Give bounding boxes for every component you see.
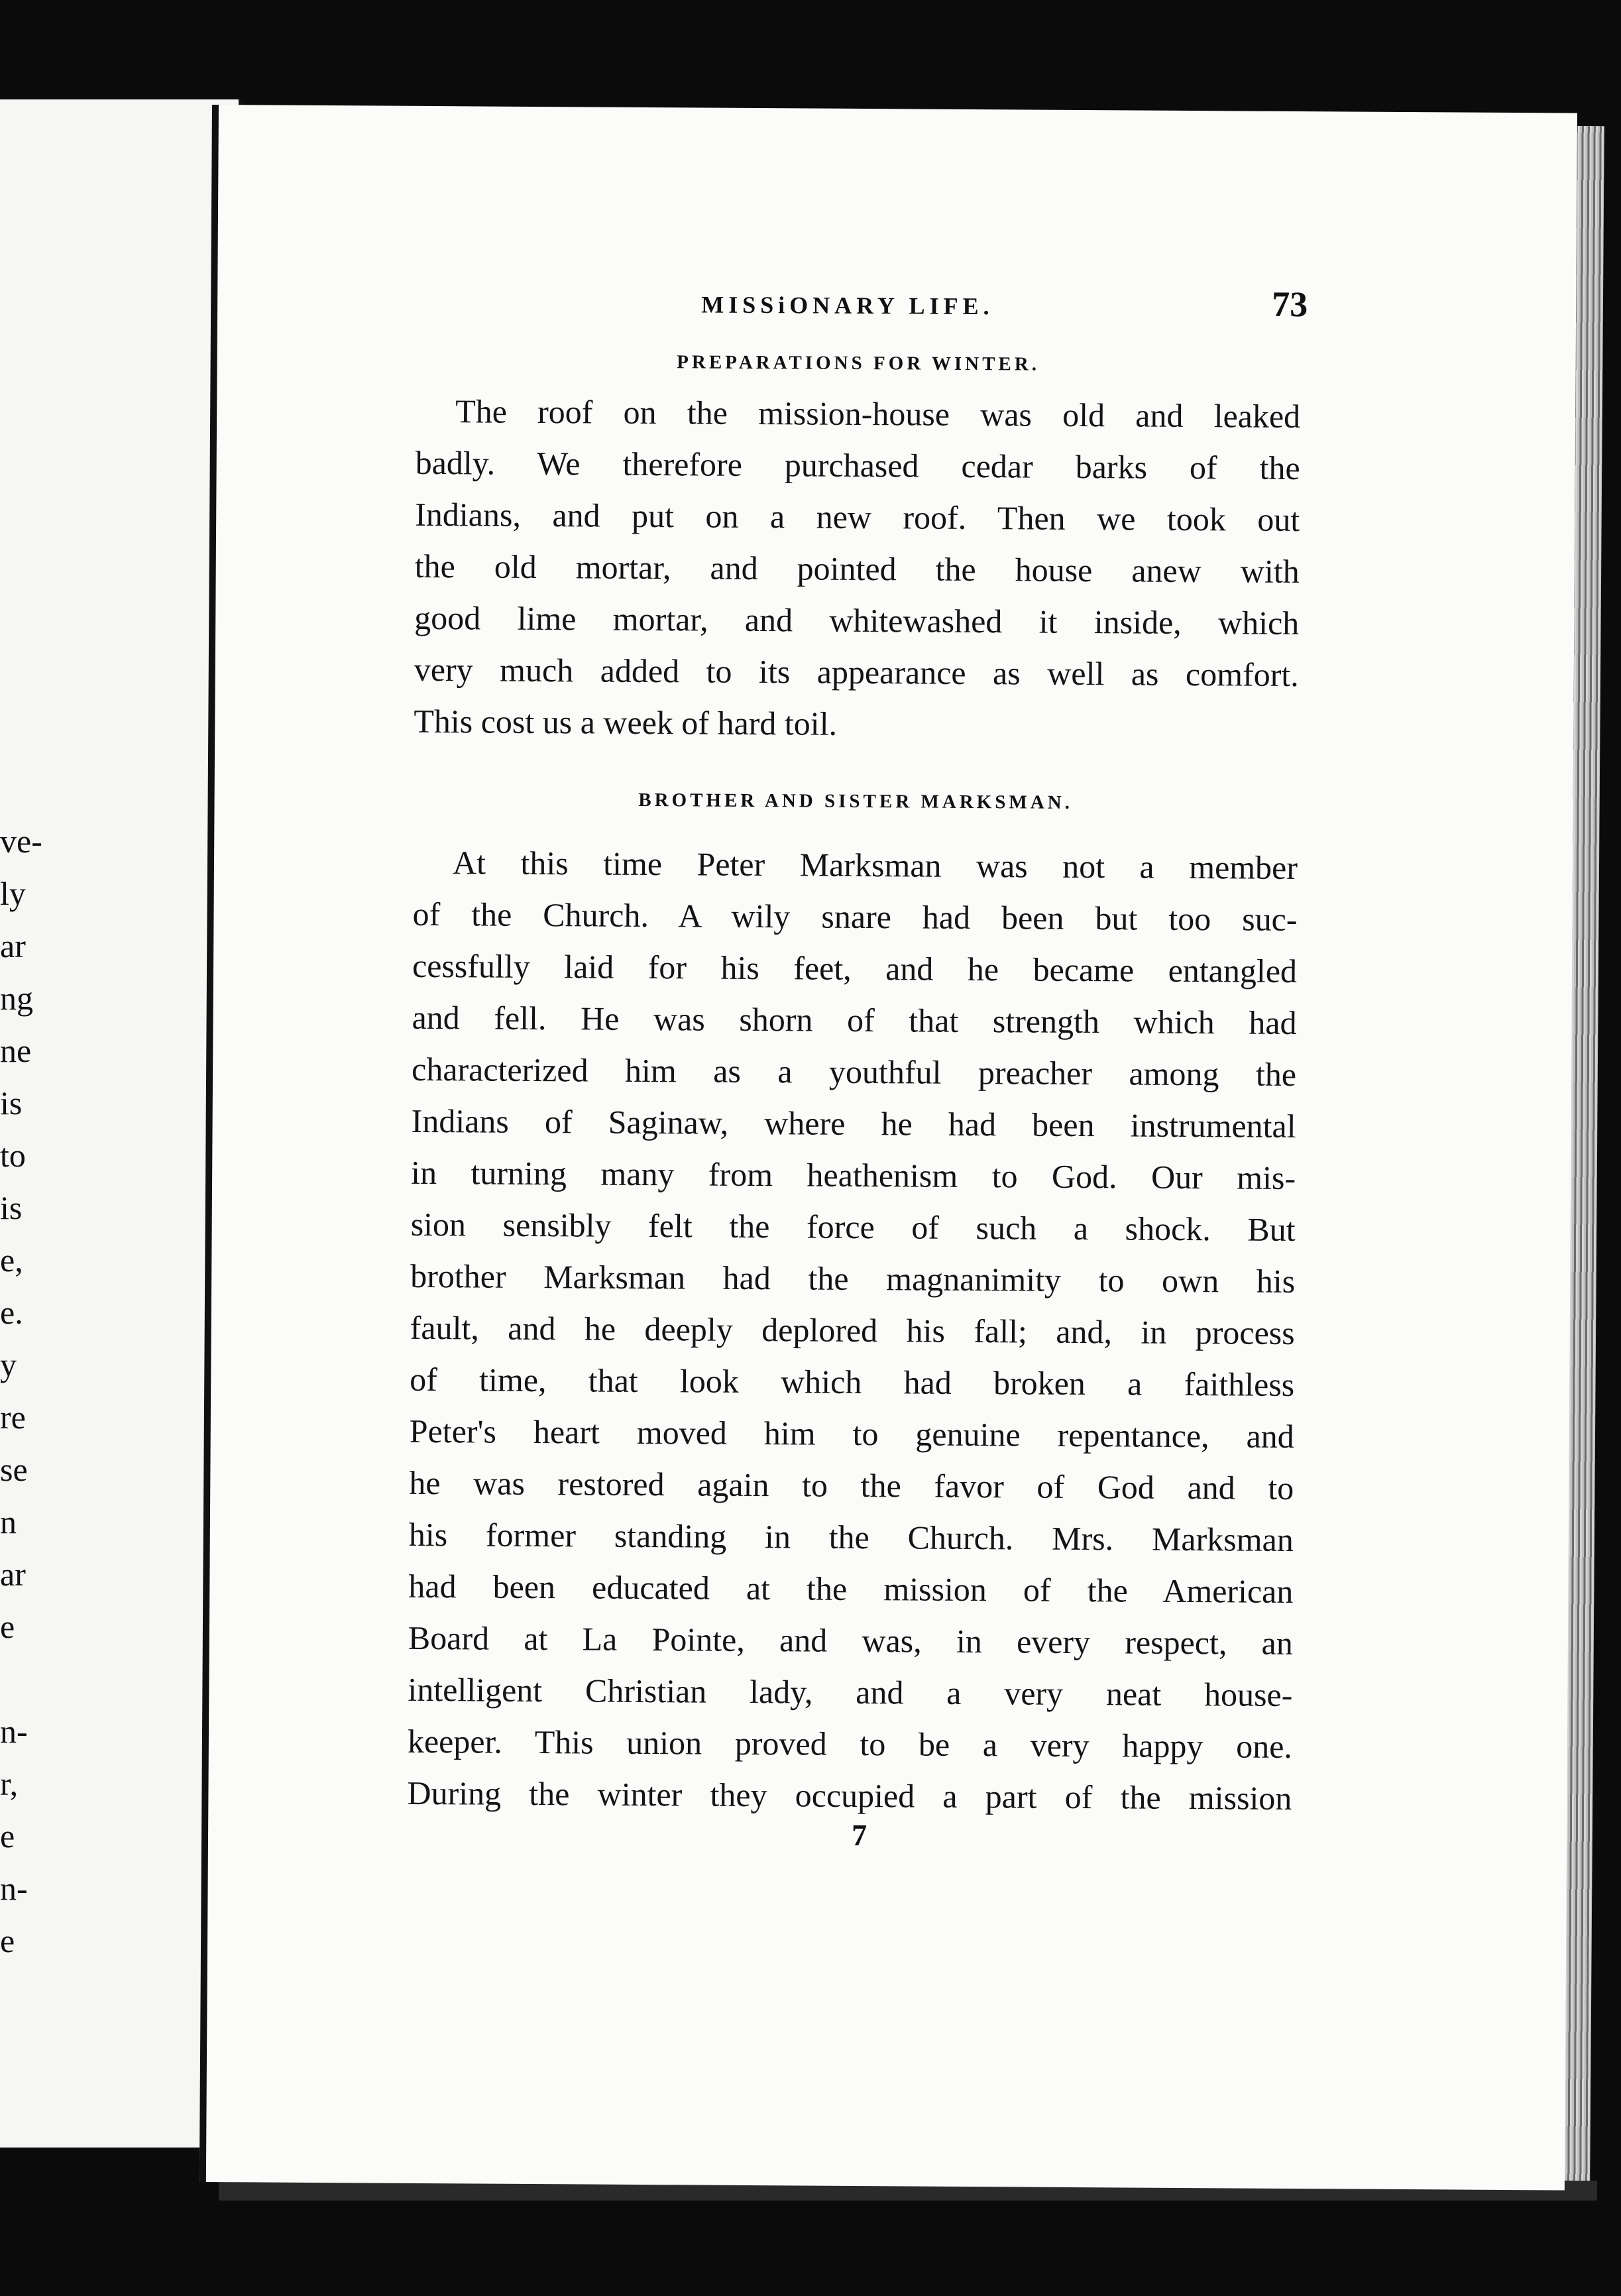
fragment-line: re	[0, 1399, 26, 1436]
fragment-line: se	[0, 1451, 28, 1488]
text-line: very much added to its appearance as well as comfort.	[414, 650, 1299, 694]
text-line: The roof on the mission-house was old and leaked	[455, 392, 1301, 435]
fragment-line: n-	[0, 1870, 28, 1907]
text-line: he was restored again to the favor of God and to	[409, 1464, 1294, 1507]
fragment-line: ne	[0, 1032, 32, 1069]
fragment-line: e	[0, 1608, 15, 1645]
fragment-line: ar	[0, 1556, 26, 1593]
text-line: fault, and he deeply deplored his fall; and, in process	[410, 1308, 1295, 1352]
text-line: During the winter they occupied a part of the mission	[407, 1774, 1292, 1817]
text-line: keeper. This union proved to be a very happy one.	[407, 1722, 1293, 1766]
fragment-line: ve-	[0, 823, 42, 860]
text-line: Board at La Pointe, and was, in every respect, an	[408, 1619, 1294, 1662]
text-line: his former standing in the Church. Mrs. Marksman	[408, 1515, 1294, 1559]
text-line: Peter's heart moved him to genuine repentance, and	[409, 1412, 1294, 1456]
fragment-line: is	[0, 1189, 23, 1226]
text-line: good lime mortar, and whitewashed it inside, which	[414, 599, 1300, 642]
text-line: Indians of Saginaw, where he had been instrumental	[411, 1102, 1296, 1145]
paragraph-marksman	[407, 836, 1298, 1824]
book-page	[199, 105, 1577, 2191]
text-line: sion sensibly felt the force of such a shock. But	[410, 1205, 1296, 1249]
paragraph-preparations	[414, 385, 1300, 752]
fragment-line: e	[0, 1817, 15, 1855]
signature-mark: 7	[851, 1817, 867, 1853]
running-head: MISSiONARY LIFE.	[701, 291, 994, 320]
fragment-line: r,	[0, 1765, 19, 1802]
fragment-line: e	[0, 1922, 15, 1959]
text-line: cessfully laid for his feet, and he became entangled	[412, 947, 1298, 990]
section-title-preparations: PREPARATIONS FOR WINTER.	[677, 351, 1040, 375]
text-line: brother Marksman had the magnanimity to own his	[410, 1257, 1296, 1300]
page-number: 73	[1272, 284, 1308, 325]
text-line: Indians, and put on a new roof. Then we took out	[415, 495, 1300, 539]
facing-page-fragments	[0, 815, 40, 1967]
fragment-line: ly	[0, 875, 26, 912]
fragment-line: ng	[0, 980, 33, 1017]
text-line: and fell. He was shorn of that strength which had	[412, 998, 1297, 1042]
text-line: badly. We therefore purchased cedar barks of the	[415, 443, 1300, 487]
text-line: This cost us a week of hard toil.	[414, 702, 838, 742]
text-line: in turning many from heathenism to God. Our mis-	[410, 1153, 1296, 1197]
fragment-line: n	[0, 1503, 17, 1540]
page-header	[416, 265, 1308, 325]
text-line: of time, that look which had broken a faithless	[410, 1360, 1295, 1404]
section-title-marksman: BROTHER AND SISTER MARKSMAN.	[638, 789, 1074, 813]
page-content	[407, 265, 1308, 1855]
fragment-line: is	[0, 1084, 23, 1121]
text-line: the old mortar, and pointed the house anew with	[414, 547, 1300, 591]
fragment-line	[0, 1653, 40, 1705]
fragment-line: e.	[0, 1294, 23, 1331]
text-line: At this time Peter Marksman was not a member	[452, 844, 1298, 887]
text-line: of the Church. A wily snare had been but too suc-	[412, 895, 1298, 939]
fragment-line: e,	[0, 1241, 23, 1279]
fragment-line: y	[0, 1346, 17, 1383]
text-line: intelligent Christian lady, and a very neat house-	[408, 1670, 1293, 1714]
text-line: characterized him as a youthful preacher among the	[411, 1050, 1297, 1094]
fragment-line: to	[0, 1137, 26, 1174]
fragment-line: n-	[0, 1713, 28, 1750]
text-line: had been educated at the mission of the American	[408, 1567, 1294, 1611]
fragment-line: ar	[0, 927, 26, 964]
